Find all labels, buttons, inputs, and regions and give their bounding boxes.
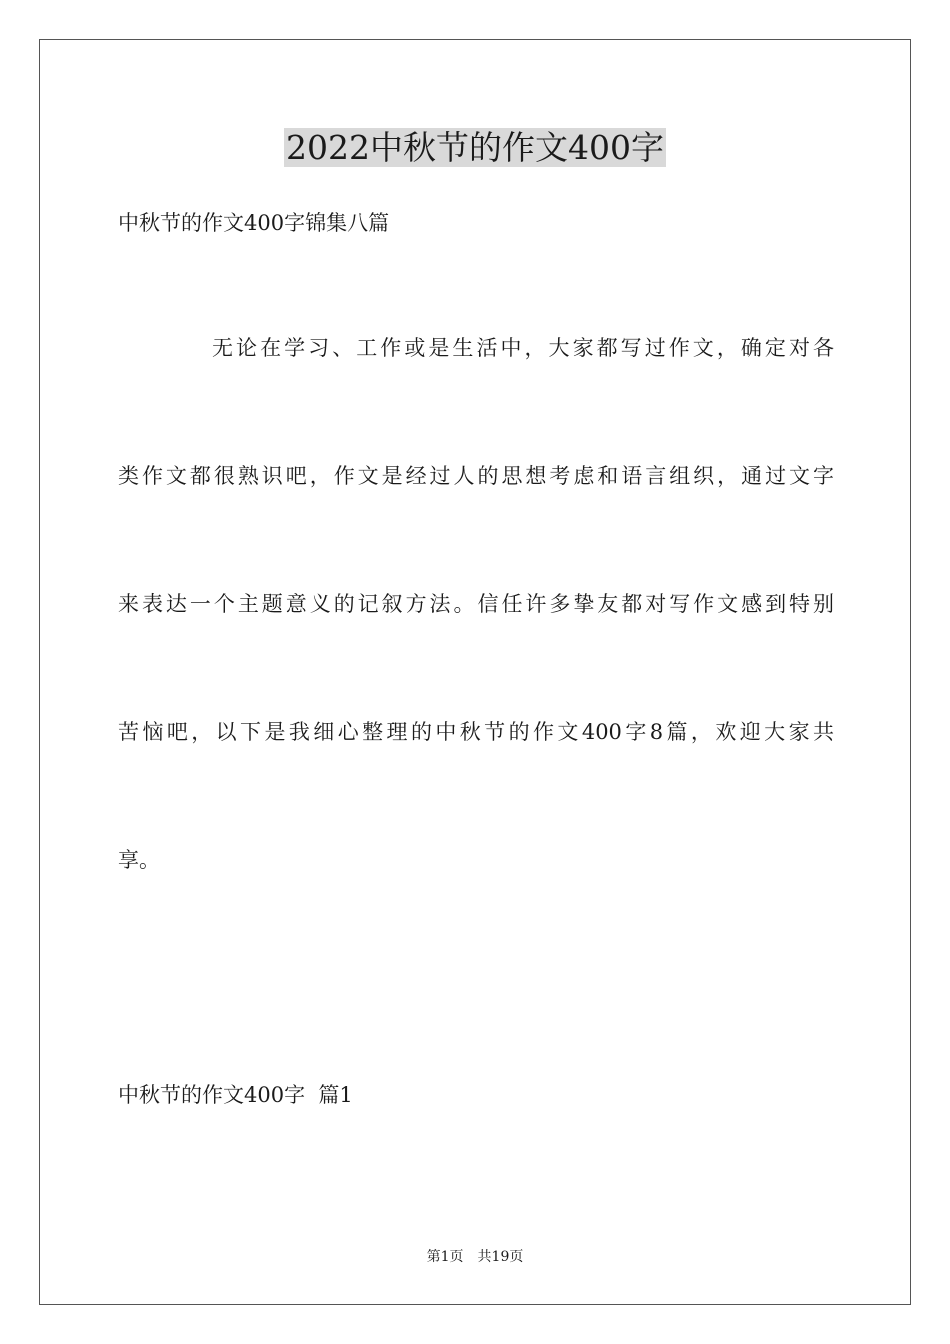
intro-line-2: 类作文都很熟识吧，作文是经过人的思想考虑和语言组织，通过文字	[118, 464, 834, 488]
intro-line-1: 无论在学习、工作或是生活中，大家都写过作文，确定对各	[212, 336, 834, 360]
intro-line-4: 苦恼吧，以下是我细心整理的中秋节的作文400字8篇，欢迎大家共	[118, 720, 834, 744]
page-footer	[0, 1247, 950, 1267]
total-pages: 共19页	[477, 1249, 524, 1265]
document-subtitle: 中秋节的作文400字锦集八篇	[118, 211, 390, 235]
page-number: 第1页	[426, 1249, 464, 1265]
intro-line-3: 来表达一个主题意义的记叙方法。信任许多挚友都对写作文感到特别	[118, 592, 834, 616]
intro-paragraph	[118, 333, 834, 973]
section-heading: 中秋节的作文400字 篇1	[118, 1083, 353, 1107]
intro-line-5: 享。	[118, 848, 160, 872]
document-title-text: 2022中秋节的作文400字	[286, 128, 664, 167]
document-title	[0, 124, 950, 172]
